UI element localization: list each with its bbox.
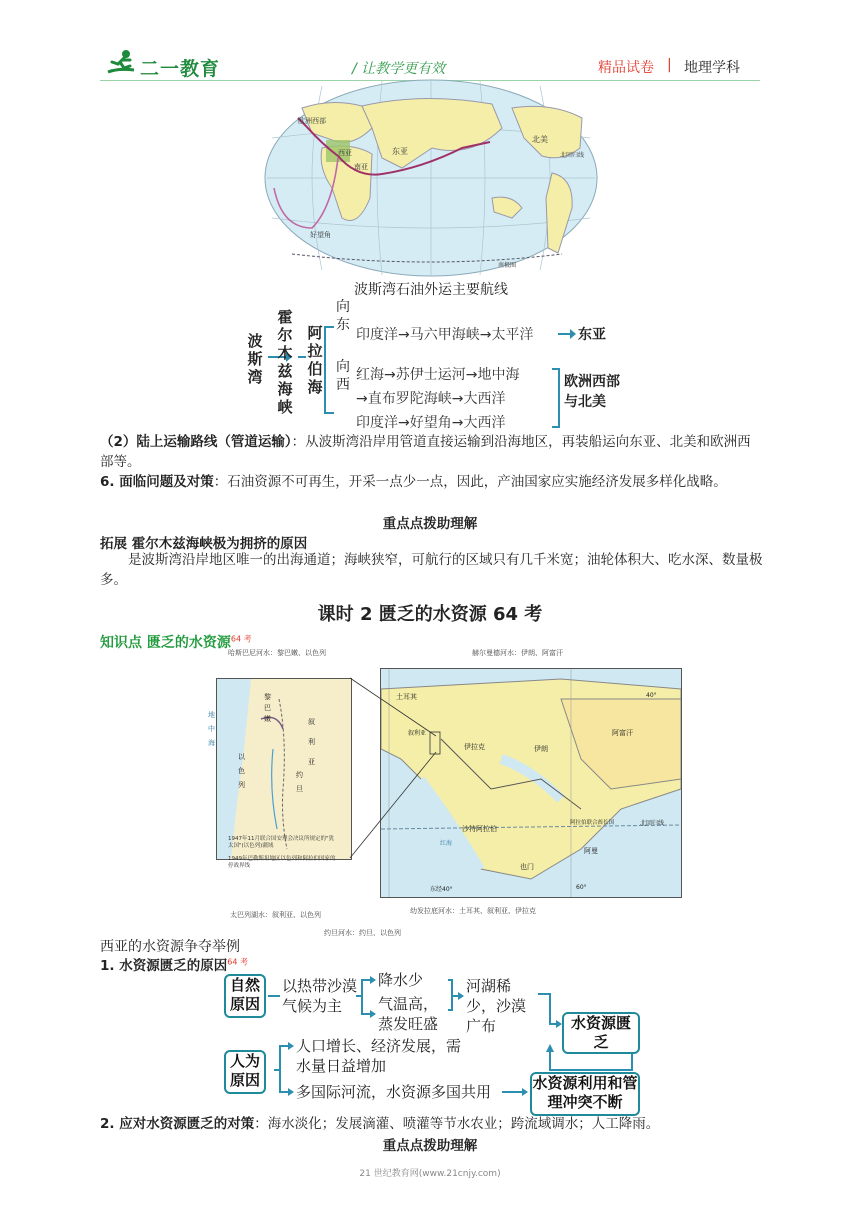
main-label-iran: 伊朗 [534, 745, 548, 753]
knowledge-sup: 64 考 [230, 634, 252, 644]
map-label-antarctic: 南极圈 [498, 262, 517, 269]
node-population: 人口增长、经济发展，需水量日益增加 [296, 1037, 462, 1075]
knowledge-label: 知识点 匮乏的水资源 [100, 635, 231, 651]
measures-label: 2. 应对水资源匮乏的对策 [100, 1116, 255, 1132]
header-subject: 地理学科 [684, 60, 740, 76]
note-top-right: 赫尔曼德河水：伊朗、阿富汗 [472, 649, 563, 657]
world-map [262, 78, 600, 278]
route-diagram [240, 298, 640, 432]
main-label-red-sea: 红海 [440, 840, 453, 847]
water-map [200, 648, 690, 940]
route-east-dest: 东亚 [578, 327, 606, 343]
item-6-text: ：石油资源不可再生，开采一点少一点，因此，产油国家应实施经济发展多样化战略。 [213, 474, 727, 490]
node-human-cause: 人为原因 [224, 1050, 266, 1094]
extension-text: 是波斯湾沿岸地区唯一的出海通道；海峡狭窄，可航行的区域只有几千米宽；油轮体积大、吃水深、数量极多。 [100, 552, 763, 588]
inset-label-char: 嫩 [264, 715, 271, 723]
node-rivers: 河湖稀少，沙漠广布 [466, 977, 527, 1035]
arrow-2 [298, 356, 306, 358]
inset-label-char: 旦 [296, 785, 303, 793]
para-land-label: （2）陆上运输路线（管道运输） [100, 434, 292, 450]
measures-text: ：海水淡化；发展滴灌、喷灌等节水农业；跨流域调水；人工降雨。 [254, 1116, 660, 1132]
para-land-transport [100, 432, 764, 472]
route-west-2: →直布罗陀海峡→大西洋 [356, 391, 506, 407]
inset-label-char: 海 [208, 739, 215, 747]
extension-title: 拓展 霍尔木兹海峡极为拥挤的原因 [100, 536, 308, 552]
water-map-caption: 西亚的水资源争夺举例 [100, 939, 240, 955]
note-bottom-center: 约旦河水：约旦、以色列 [324, 929, 401, 937]
main-label-saudi: 沙特阿拉伯 [462, 825, 497, 833]
world-map-graphic [262, 78, 600, 278]
main-label-tropic: 北回归线 [640, 820, 665, 827]
main-label-uae: 阿拉伯联合酋长国 [570, 820, 615, 826]
inset-connectors [200, 648, 690, 940]
reasons-title-text: 1. 水资源匮乏的原因 [100, 958, 228, 974]
focus-title-2: 重点点拨助理解 [382, 1138, 478, 1154]
map-label-south-asia: 南亚 [354, 163, 368, 171]
header-slogan: / 让教学更有效 [352, 61, 446, 77]
para-land-text: ：从波斯湾沿岸用管道直接运输到沿海地区，再装船运向东亚、北美和欧洲西部等。 [100, 434, 751, 470]
inset-label-char: 色 [238, 767, 245, 775]
inset-label-char: 以 [238, 753, 245, 761]
route-east-label: 向东 [336, 299, 350, 333]
header-label: 精品试卷 [598, 60, 654, 76]
brace [324, 326, 334, 414]
inset-label-char: 利 [308, 738, 315, 746]
node-climate: 以热带沙漠气候为主 [282, 977, 358, 1015]
map-label-europe: 欧洲西部 [298, 117, 326, 125]
header-separator: | [667, 57, 672, 73]
route-east: 印度洋→马六甲海峡→太平洋 [356, 327, 534, 343]
inset-label-char: 黎 [264, 693, 271, 701]
lesson-title: 课时 2 匮乏的水资源 64 考 [317, 604, 543, 625]
main-label-lat40: 40° [646, 692, 657, 699]
inset-label-char: 叙 [308, 718, 315, 726]
header [0, 0, 860, 90]
inset-label-char: 列 [238, 781, 245, 789]
inset-label-char: 巴 [264, 704, 271, 712]
main-label-lon60: 60° [576, 884, 587, 891]
inset-label-char: 亚 [308, 758, 315, 766]
brace-right [552, 368, 560, 428]
route-strait: 霍尔木兹海峡 [277, 308, 293, 416]
main-label-lon40: 东经40° [430, 886, 453, 893]
map-label-tropic: 北回归线 [560, 152, 585, 159]
item-6-label: 6. 面临问题及对策 [100, 474, 214, 490]
route-sea: 阿拉伯海 [307, 324, 323, 396]
map-label-east-asia: 东亚 [392, 147, 408, 156]
logo-text: 二一教育 [140, 58, 221, 80]
note-bottom-right: 幼发拉底河水：土耳其、叙利亚、伊拉克 [410, 907, 536, 915]
arrow-east-head [570, 329, 576, 339]
inset-label-char: 约 [296, 771, 303, 779]
reasons-title-sup: 64 考 [227, 957, 248, 967]
node-result: 水资源匮乏 [562, 1012, 640, 1054]
legend-1: 1947年11月联合国安理会决议所规定的"犹太国"(以色列)疆域 [228, 836, 335, 849]
route-west-dest: 欧洲西部与北美 [564, 374, 620, 410]
footer: 21 世纪教育网(www.21cnjy.com) [359, 1169, 501, 1179]
note-top-left: 哈斯巴尼河水：黎巴嫩、以色列 [228, 649, 326, 657]
main-label-turkey: 土耳其 [396, 693, 417, 701]
main-label-oman: 阿曼 [584, 847, 598, 855]
route-west-label: 向西 [336, 359, 350, 393]
map-label-cape: 好望角 [310, 231, 331, 239]
route-origin: 波斯湾 [247, 332, 263, 386]
main-label-yemen: 也门 [520, 863, 534, 871]
legend-2: 1949年巴勒斯坦地区以色列和阿拉伯国家的停战界线 [228, 856, 336, 869]
inset-label-char: 地 [208, 711, 215, 719]
node-temp-high: 气温高，蒸发旺盛 [378, 995, 439, 1033]
reasons-diagram [220, 970, 650, 1116]
measures [100, 1114, 764, 1134]
map-label-north-america: 北美 [532, 135, 548, 144]
route-west-3: 印度洋→好望角→大西洋 [356, 415, 506, 431]
main-label-iraq: 伊拉克 [464, 743, 485, 751]
world-map-caption: 波斯湾石油外运主要航线 [354, 282, 508, 298]
focus-title: 重点点拨助理解 [382, 516, 478, 532]
main-label-syria: 叙利亚 [408, 730, 427, 737]
map-label-west-asia: 西亚 [338, 149, 352, 157]
node-rain-low: 降水少 [378, 971, 424, 989]
node-conflict: 水资源利用和管理冲突不断 [530, 1072, 640, 1116]
route-west-1: 红海→苏伊士运河→地中海 [356, 367, 520, 383]
main-label-afghanistan: 阿富汗 [612, 729, 633, 737]
inset-label-char: 中 [208, 725, 215, 733]
item-6 [100, 472, 764, 492]
note-bottom-left: 太巴列湖水：叙利亚、以色列 [230, 911, 321, 919]
logo-runner-icon [104, 48, 138, 76]
node-intl-rivers: 多国际河流，水资源多国共用 [296, 1083, 492, 1101]
node-natural-cause: 自然原因 [224, 974, 266, 1018]
